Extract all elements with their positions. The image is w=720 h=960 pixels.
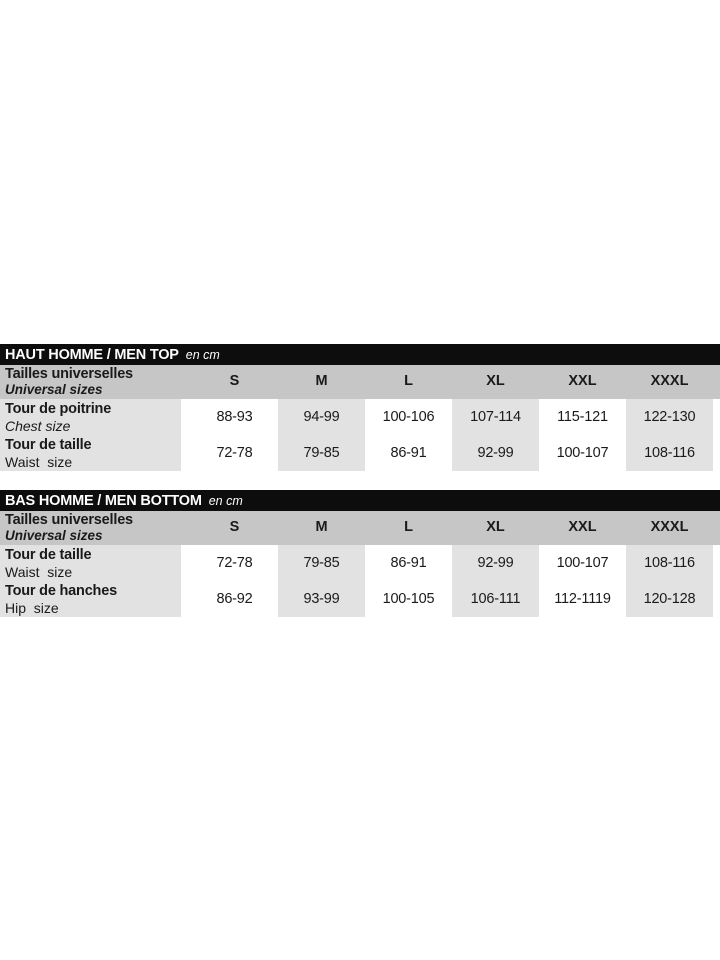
value-cell: 107-114 xyxy=(452,399,539,435)
measure-row-label xyxy=(0,581,181,617)
sizes-header-label xyxy=(0,365,191,399)
size-col-header-s: S xyxy=(229,373,240,389)
sizes-header-row xyxy=(0,511,720,545)
value-cell: 120-128 xyxy=(626,581,713,617)
value-cell: 100-107 xyxy=(556,445,609,461)
value-cell: 86-91 xyxy=(390,555,427,571)
measure-row-label xyxy=(0,399,181,435)
column-gap xyxy=(181,581,191,617)
sizes-header-row xyxy=(0,365,720,399)
size-chart-men-bottom xyxy=(0,490,720,617)
value-cell: 100-106 xyxy=(382,409,435,425)
measure-row-hip xyxy=(0,581,720,617)
sizes-header-label xyxy=(0,511,191,545)
men-top-title-bar xyxy=(0,344,720,365)
value-cell: 100-105 xyxy=(382,591,435,607)
measure-row-label xyxy=(0,545,181,581)
value-cell: 72-78 xyxy=(216,445,253,461)
value-cell: 93-99 xyxy=(278,581,365,617)
header-label-fr: Tailles universelles xyxy=(5,366,133,382)
header-label-fr: Tailles universelles xyxy=(5,512,133,528)
value-cell: 106-111 xyxy=(452,581,539,617)
value-cell: 79-85 xyxy=(278,545,365,581)
men-bottom-title-bar xyxy=(0,490,720,511)
measure-label-en: Waist size xyxy=(5,564,73,580)
measure-label-fr: Tour de taille xyxy=(5,547,92,563)
value-cell: 94-99 xyxy=(278,399,365,435)
value-cell: 86-92 xyxy=(216,591,253,607)
value-cell: 72-78 xyxy=(216,555,253,571)
size-col-header-xl: XL xyxy=(486,519,505,535)
size-col-header-xl: XL xyxy=(486,373,505,389)
size-col-header-xxxl: XXXL xyxy=(650,373,689,389)
table-unit-label: en cm xyxy=(208,493,243,508)
value-cell: 88-93 xyxy=(216,409,253,425)
value-cell: 92-99 xyxy=(452,545,539,581)
value-cell: 100-107 xyxy=(556,555,609,571)
header-label-en: Universal sizes xyxy=(5,528,103,543)
measure-label-en: Waist size xyxy=(5,454,73,470)
table-title: BAS HOMME / MEN BOTTOM xyxy=(5,492,202,509)
measure-label-en: Chest size xyxy=(5,418,71,434)
size-col-header-l: L xyxy=(404,373,413,389)
column-gap xyxy=(181,545,191,581)
size-col-header-m: M xyxy=(315,373,328,389)
table-unit-label: en cm xyxy=(185,347,220,362)
measure-row-waist xyxy=(0,545,720,581)
value-cell: 92-99 xyxy=(452,435,539,471)
measure-row-waist xyxy=(0,435,720,471)
size-col-header-s: S xyxy=(229,519,240,535)
measure-label-fr: Tour de hanches xyxy=(5,583,117,599)
measure-row-label xyxy=(0,435,181,471)
value-cell: 86-91 xyxy=(390,445,427,461)
size-col-header-xxl: XXL xyxy=(568,519,597,535)
measure-row-chest xyxy=(0,399,720,435)
size-col-header-xxxl: XXXL xyxy=(650,519,689,535)
column-gap xyxy=(181,399,191,435)
value-cell: 79-85 xyxy=(278,435,365,471)
value-cell: 108-116 xyxy=(626,435,713,471)
size-col-header-xxl: XXL xyxy=(568,373,597,389)
measure-label-fr: Tour de poitrine xyxy=(5,401,112,417)
value-cell: 108-116 xyxy=(626,545,713,581)
value-cell: 122-130 xyxy=(626,399,713,435)
size-col-header-m: M xyxy=(315,519,328,535)
value-cell: 112-1119 xyxy=(554,591,611,607)
column-gap xyxy=(181,435,191,471)
size-col-header-l: L xyxy=(404,519,413,535)
header-label-en: Universal sizes xyxy=(5,382,103,397)
size-chart-men-top xyxy=(0,344,720,471)
measure-label-en: Hip size xyxy=(5,600,59,616)
measure-label-fr: Tour de taille xyxy=(5,437,92,453)
table-title: HAUT HOMME / MEN TOP xyxy=(5,346,179,363)
value-cell: 115-121 xyxy=(557,409,608,425)
